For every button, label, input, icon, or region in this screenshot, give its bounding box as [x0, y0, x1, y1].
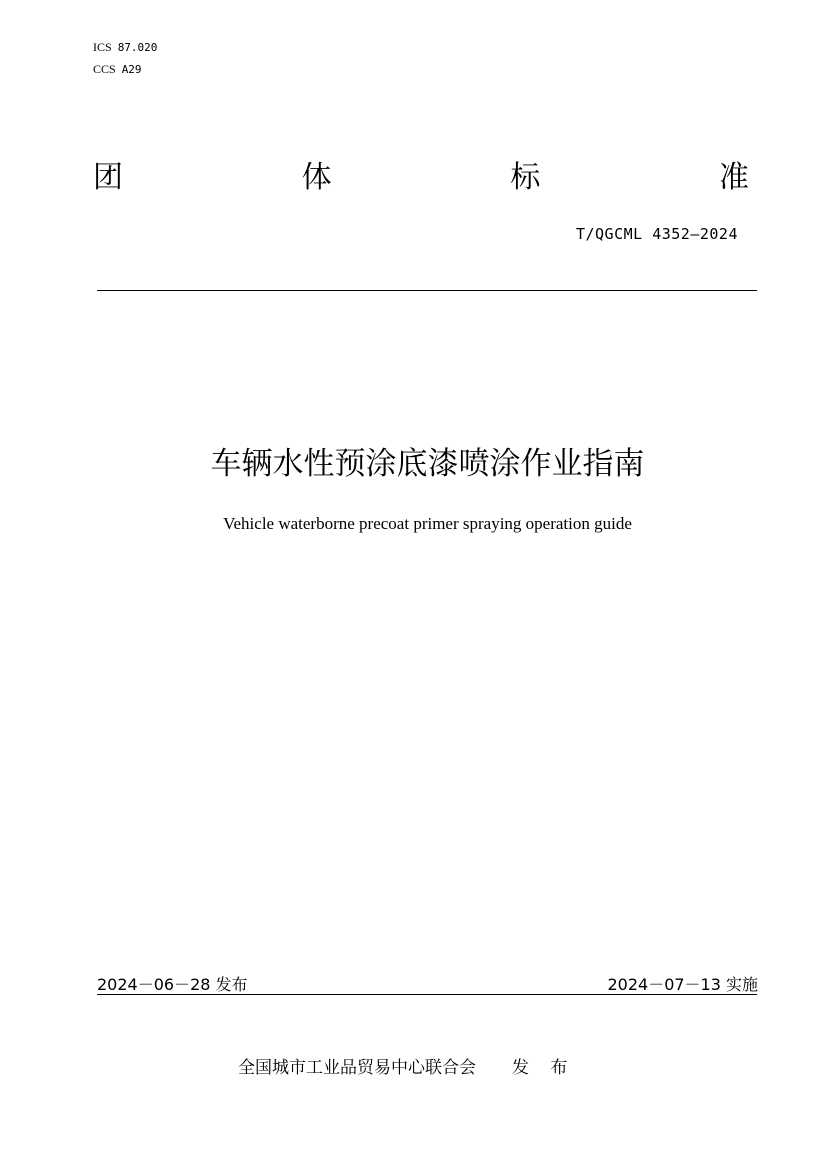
publisher-name: 全国城市工业品贸易中心联合会	[238, 1058, 476, 1078]
standard-type-char: 标	[510, 160, 541, 195]
ics-value: 87.020	[117, 41, 158, 54]
standard-type-char: 团	[93, 160, 123, 195]
ccs-value: A29	[121, 63, 142, 76]
document-title-en: Vehicle waterborne precoat primer spraying operation guide	[223, 514, 632, 533]
issue-date: 2024－06－28 发布	[97, 975, 248, 994]
ics-label: ICS	[93, 40, 112, 54]
ics-line	[93, 40, 157, 55]
implementation-date: 2024－07－13 实施	[607, 975, 758, 994]
publisher-action: 发 布	[512, 1058, 576, 1078]
standard-type-char: 准	[718, 160, 749, 195]
standard-type-char: 体	[301, 160, 332, 195]
top-divider	[97, 290, 757, 291]
ccs-line	[93, 62, 142, 77]
standard-code: T/QGCML 4352—2024	[575, 225, 738, 243]
ccs-label: CCS	[93, 62, 116, 76]
standard-type-heading	[93, 160, 749, 196]
bottom-divider	[97, 994, 757, 995]
publisher	[238, 1053, 575, 1078]
document-title-zh: 车辆水性预涂底漆喷涂作业指南	[210, 446, 645, 482]
